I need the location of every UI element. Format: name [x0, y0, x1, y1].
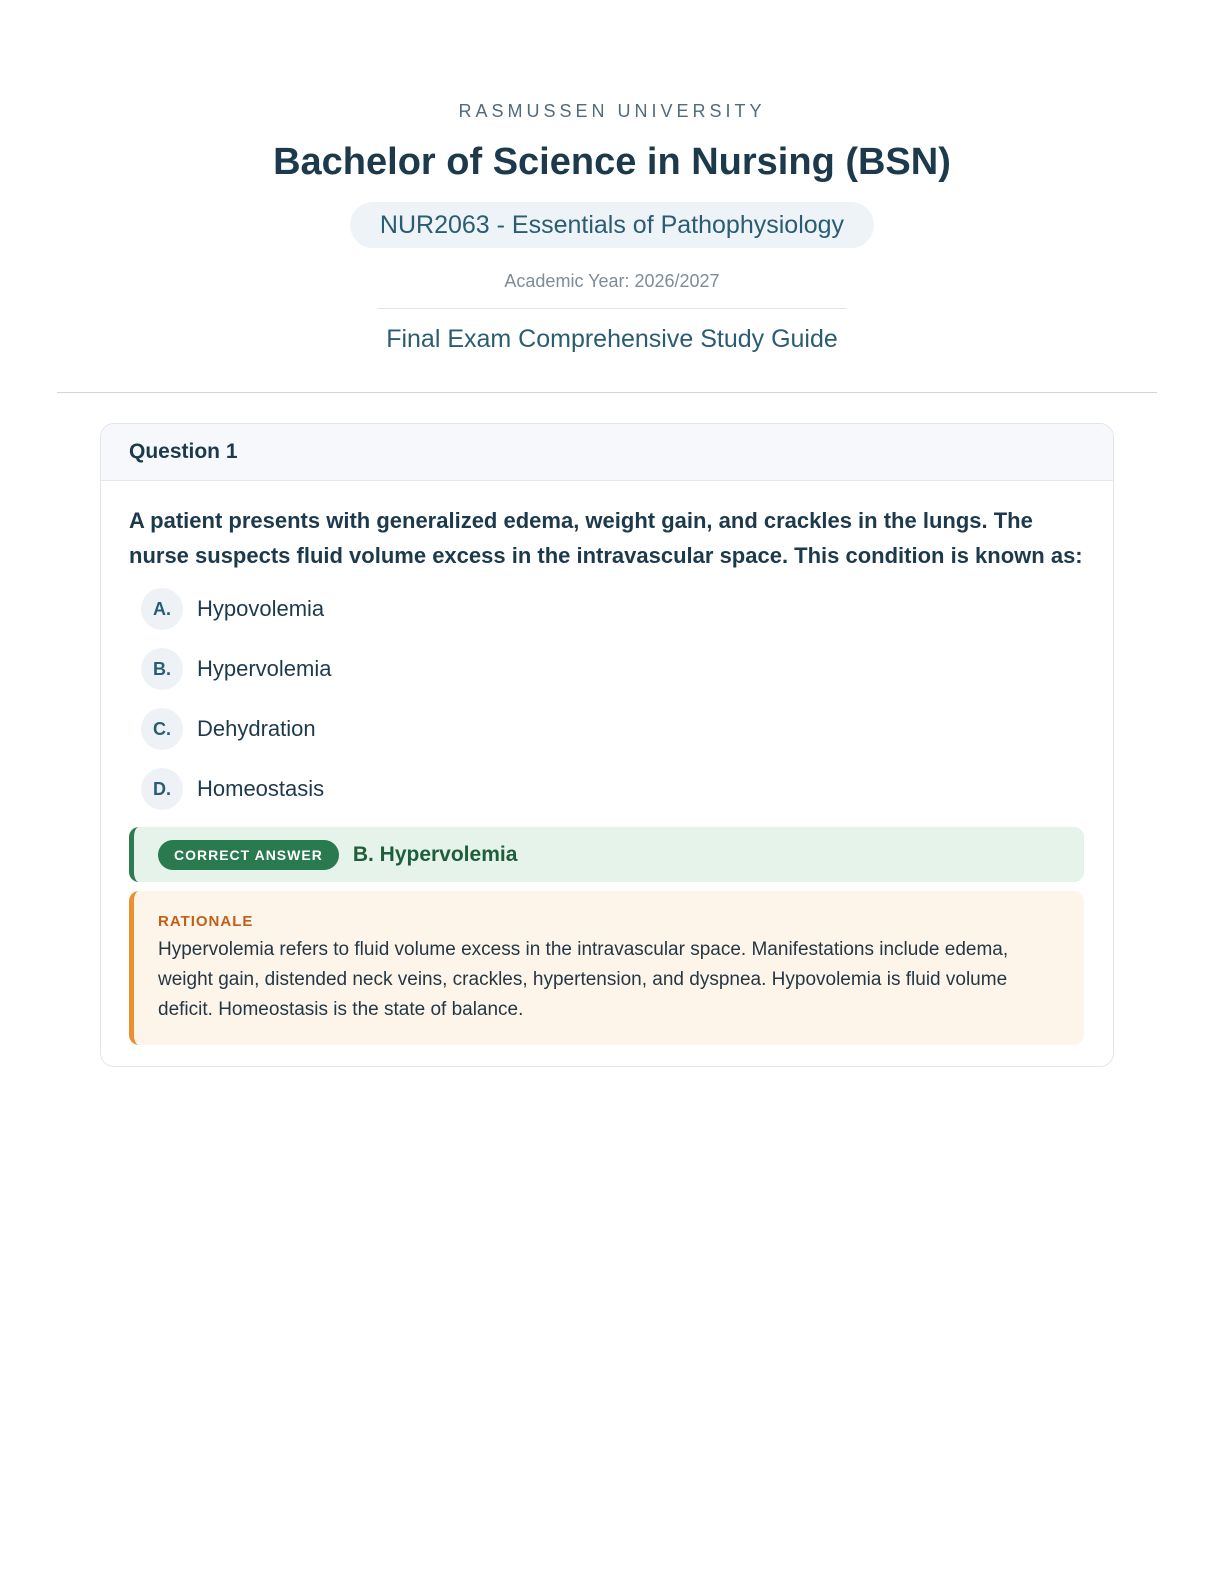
university-name: RASMUSSEN UNIVERSITY: [458, 101, 766, 121]
option-b: [141, 647, 1113, 691]
option-text: Homeostasis: [197, 776, 325, 801]
option-a: [141, 587, 1113, 631]
correct-answer-text: B. Hypervolemia: [352, 842, 518, 866]
option-c: [141, 707, 1113, 751]
correct-answer-box: [129, 827, 1084, 882]
correct-answer-badge: CORRECT ANSWER: [158, 840, 339, 870]
document-header: [0, 0, 1224, 355]
option-text: Hypervolemia: [197, 656, 332, 681]
rationale-label: RATIONALE: [158, 913, 254, 930]
rationale-text: Hypervolemia refers to fluid volume excess in the intravascular space. Manifestations include edema, weight gain, distended neck veins, crackles, hypertension, and dyspnea. Hypovolemia is fluid volume deficit. Homeostasis is the state of balance.: [158, 939, 1009, 1020]
question-label: Question 1: [101, 424, 1113, 481]
options-list: [141, 587, 1113, 811]
rationale-box: [129, 891, 1084, 1045]
guide-title: Final Exam Comprehensive Study Guide: [386, 325, 838, 353]
question-text: A patient presents with generalized edema, weight gain, and crackles in the lungs. The nurse suspects fluid volume excess in the intravascular space. This condition is known as:: [129, 508, 1083, 568]
academic-year: Academic Year: 2026/2027: [504, 271, 720, 291]
option-letter: B.: [141, 648, 183, 690]
course-pill: NUR2063 - Essentials of Pathophysiology: [350, 202, 874, 248]
question-card: [100, 423, 1114, 1067]
option-text: Dehydration: [197, 716, 316, 741]
title-divider: [378, 308, 846, 309]
option-letter: A.: [141, 588, 183, 630]
option-text: Hypovolemia: [197, 596, 325, 621]
option-letter: D.: [141, 768, 183, 810]
program-title: Bachelor of Science in Nursing (BSN): [273, 141, 951, 183]
page-divider: [57, 392, 1157, 393]
option-letter: C.: [141, 708, 183, 750]
option-d: [141, 767, 1113, 811]
